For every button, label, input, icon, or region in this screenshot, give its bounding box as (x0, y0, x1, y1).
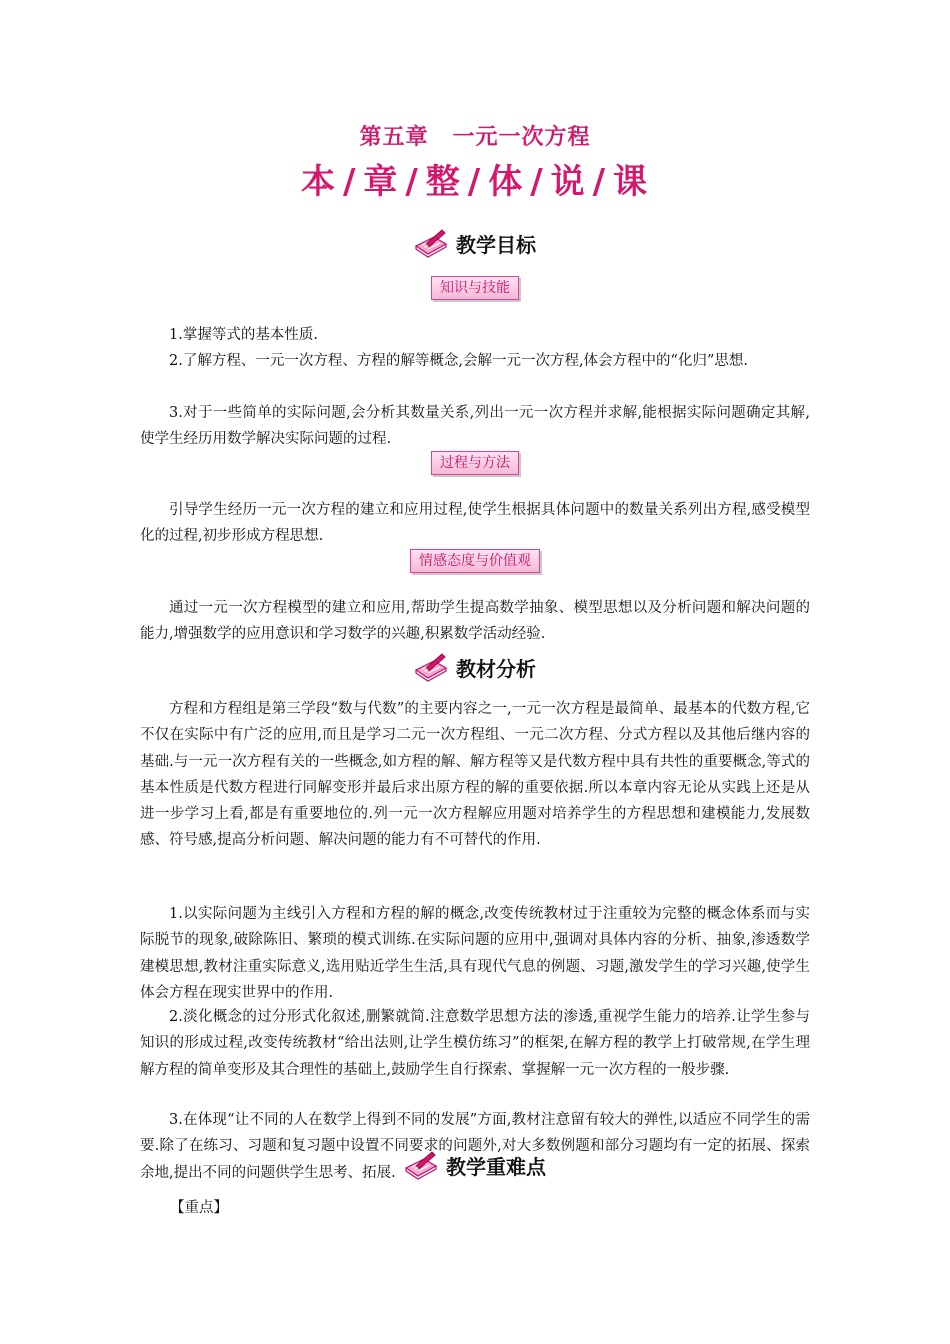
objective-item-3: 3.对于一些简单的实际问题,会分析其数量关系,列出一元一次方程并求解,能根据实际问题确定其解,使学生经历用数学解决实际问题的过程. (140, 405, 810, 448)
keypoint-label: 【重点】 (170, 1200, 228, 1216)
title-separator: / (342, 162, 358, 202)
main-title (0, 154, 950, 203)
section-title: 教学重难点 (446, 1154, 546, 1179)
title-char: 整 (425, 162, 462, 202)
title-char: 章 (363, 162, 400, 202)
title-char: 体 (488, 162, 525, 202)
section-title: 教材分析 (456, 656, 536, 681)
title-separator: / (530, 162, 545, 202)
badge-process-row (0, 451, 950, 475)
section-title: 教学目标 (456, 232, 536, 257)
title-separator: / (467, 162, 483, 202)
analysis-intro: 方程和方程组是第三学段“数与代数”的主要内容之一,一元一次方程是最简单、最基本的代数方程,它不仅在实际中有广泛的应用,而且是学习二元一次方程组、一元二次方程、分式方程以及其他后继内容的基础.与一元一次方程有关的一些概念,如方程的解、解方程等又是代数方程中具有共性的重要概念,等式的基本性质是代数方程进行同解变形并最后求出原方程的解的重要依据.所以本章内容无论从实践上还是从进一步学习上看,都是有重要地位的.列一元一次方程解应用题对培养学生的方程思想和建模能力,发展数感、符号感,提高分析问题、解决问题的能力有不可替代的作用. (140, 701, 810, 849)
title-separator: / (405, 162, 420, 202)
pencil-book-icon (414, 652, 448, 682)
title-separator: / (592, 162, 608, 202)
title-char: 说 (550, 162, 587, 202)
analysis-point-1: 1.以实际问题为主线引入方程和方程的解的概念,改变传统教材过于注重较为完整的概念体系而与实际脱节的现象,破除陈旧、繁琐的模式训练.在实际问题的应用中,强调对具体内容的分析、抽象,渗透数学建模思想,教材注重实际意义,选用贴近学生生活,具有现代气息的例题、习题,激发学生的学习兴趣,使学生体会方程在现实世界中的作用. (140, 906, 810, 1001)
objective-item-2: 2.了解方程、一元一次方程、方程的解等概念,会解一元一次方程,体会方程中的“化归”思想. (169, 353, 748, 369)
badge-knowledge: 知识与技能 (431, 276, 519, 300)
process-paragraph: 引导学生经历一元一次方程的建立和应用过程,使学生根据具体问题中的数量关系列出方程,感受模型化的过程,初步形成方程思想. (140, 502, 810, 545)
badge-attitude: 情感态度与价值观 (410, 549, 540, 573)
pencil-book-icon (404, 1150, 438, 1180)
analysis-point-2: 2.淡化概念的过分形式化叙述,删繁就简.注意数学思想方法的渗透,重视学生能力的培养.让学生参与知识的形成过程,改变传统教材“给出法则,让学生模仿练习”的框架,在解方程的教学上打破常规,在学生理解方程的简单变形及其合理性的基础上,鼓励学生自行探索、掌握解一元一次方程的一般步骤. (140, 1009, 810, 1078)
attitude-paragraph: 通过一元一次方程模型的建立和应用,帮助学生提高数学抽象、模型思想以及分析问题和解决问题的能力,增强数学的应用意识和学习数学的兴趣,积累数学活动经验. (140, 600, 810, 643)
objective-item-1: 1.掌握等式的基本性质. (169, 327, 318, 343)
chapter-title: 一元一次方程 (452, 125, 591, 150)
chapter-heading (0, 120, 950, 151)
title-char: 课 (613, 162, 650, 202)
badge-knowledge-row (0, 276, 950, 300)
badge-attitude-row (0, 549, 950, 573)
section-keypoints (0, 1150, 950, 1184)
pencil-book-icon (414, 228, 448, 258)
section-analysis (0, 652, 950, 686)
title-char: 本 (300, 162, 337, 202)
analysis-point-3: 3.在体现“让不同的人在数学上得到不同的发展”方面,教材注意留有较大的弹性,以适应不同学生的需要.除了在练习、习题和复习题中设置不同要求的问题外,对大多数例题和部分习题均有一定的拓展、探索余地,提出不同的问题供学生思考、拓展. (140, 1112, 810, 1181)
chapter-number: 第五章 (359, 125, 429, 150)
section-objectives (0, 228, 950, 262)
badge-process: 过程与方法 (431, 451, 519, 475)
